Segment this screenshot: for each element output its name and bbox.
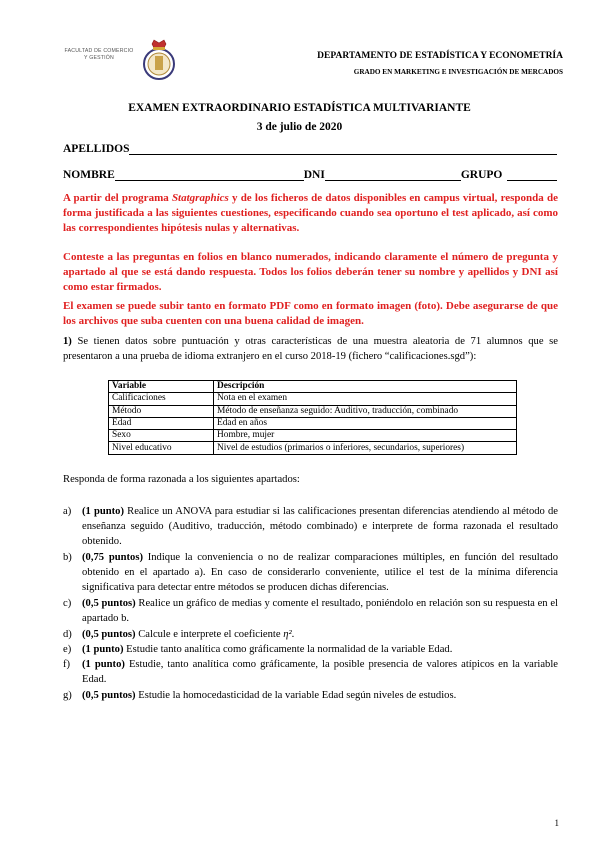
question-1 (63, 334, 558, 364)
grupo-label: GRUPO (460, 169, 503, 181)
item-text: Realice un ANOVA para estudiar si las calificaciones presentan diferencias atendiendo al método de enseñanza seguido (Auditivo, traducción, método combinado) e interprete de forma razonada el resultado obtenido. (82, 506, 558, 547)
apellidos-field (63, 143, 557, 155)
item-text: Realice un gráfico de medias y comente el resultado, poniéndolo en relación son su respuesta en el apartado b. (82, 598, 558, 624)
item-points: (1 punto) (82, 644, 124, 655)
table-row (109, 417, 517, 429)
item-text: Estudie tanto analítica como gráficamente la normalidad de la variable Edad. (123, 644, 453, 655)
instructions-1a: A partir del programa (63, 192, 172, 204)
table-cell-description: Nota en el examen (214, 393, 517, 405)
faculty-logo (62, 38, 182, 84)
nombre-line (115, 169, 304, 181)
apellidos-label: APELLIDOS (63, 143, 130, 155)
table-cell-variable: Nivel educativo (109, 442, 214, 454)
program-name: Statgraphics (171, 192, 229, 204)
item-e (63, 642, 558, 657)
item-points: (0,5 puntos) (82, 598, 136, 609)
item-text: Estudie, tanto analítica como gráficamente, la posible presencia de valores atípicos en la variable Edad. (82, 659, 558, 685)
item-letter: c) (63, 598, 72, 609)
question-number: 1) (63, 336, 72, 347)
item-f (63, 657, 558, 687)
exam-date: 3 de julio de 2020 (256, 121, 343, 133)
table-row (109, 430, 517, 442)
apellidos-line (129, 143, 557, 155)
item-points: (0,5 puntos) (82, 690, 136, 701)
item-text: Estudie la homocedasticidad de la variable Edad según niveles de estudios. (135, 690, 457, 701)
item-points: (0,5 puntos) (82, 629, 136, 640)
table-header-variable: Variable (109, 381, 214, 393)
item-d (63, 627, 558, 642)
nombre-label: NOMBRE (63, 169, 115, 181)
item-letter: e) (63, 644, 72, 655)
table-cell-variable: Método (109, 405, 214, 417)
item-g (63, 688, 558, 703)
item-letter: g) (63, 690, 72, 701)
eta-squared-symbol: η² (283, 629, 292, 640)
table-cell-description: Nivel de estudios (primarios o inferiores, secundarios, superiores) (214, 442, 517, 454)
grupo-line (507, 169, 557, 181)
table-cell-description: Método de enseñanza seguido: Auditivo, traducción, combinado (214, 405, 517, 417)
table-cell-variable: Edad (109, 417, 214, 429)
instructions-paragraph-2: Conteste a las preguntas en folios en blanco numerados, indicando claramente el número de pregunta y apartado al que se está dando respuesta. Todos los folios deberán tener su nombre y apellidos y DNI así como estar firmados. (63, 251, 558, 294)
nombre-dni-grupo-row (63, 169, 557, 181)
item-c (63, 596, 558, 626)
item-text-after: . (291, 629, 295, 640)
item-letter: d) (63, 629, 72, 640)
instructions-1b: y de los ficheros de datos disponibles en campus virtual, responda de forma justificada a las siguientes cuestiones, especificando cuando sea oportuno el test aplicado, así como las correspondientes hipótesis nulas y alternativas. (63, 192, 558, 235)
item-letter: f) (63, 659, 71, 670)
table-cell-variable: Sexo (109, 430, 214, 442)
question-text: Se tienen datos sobre puntuación y otras características de una muestra aleatoria de 71 alumnos que se presentaron a una prueba de idioma extranjero en el curso 2018-19 (fichero “calificaciones.sgd”): (63, 336, 558, 362)
item-letter: a) (63, 506, 72, 517)
table-cell-variable: Calificaciones (109, 393, 214, 405)
answer-intro: Responda de forma razonada a los siguientes apartados: (63, 474, 300, 485)
item-b (63, 550, 558, 595)
dni-label: DNI (303, 169, 325, 181)
item-letter: b) (63, 552, 72, 563)
dni-line (325, 169, 461, 181)
page-number: 1 (554, 818, 559, 828)
item-text: Indique la conveniencia o no de realizar comparaciones múltiples, en función del resultado obtenido en el apartado a). En caso de considerarlo conveniente, utilice el test de la mínima diferencia significativa para detectar entre métodos se producen dichas diferencias. (82, 552, 558, 593)
item-points: (0,75 puntos) (82, 552, 143, 563)
table-cell-description: Edad en años (214, 417, 517, 429)
table-row (109, 393, 517, 405)
item-points: (1 punto) (82, 659, 125, 670)
instructions-paragraph-3: El examen se puede subir tanto en formato PDF como en formato imagen (foto). Debe asegurarse de que los archivos que suba cuenten con una buena calidad de imagen. (63, 300, 558, 328)
item-text: Calcule e interprete el coeficiente (135, 629, 284, 640)
crest-icon (142, 38, 176, 84)
table-header-row (109, 381, 517, 393)
degree-name: GRADO EN MARKETING E INVESTIGACIÓN DE MERCADOS (353, 68, 563, 76)
table-row (109, 442, 517, 454)
exam-title: EXAMEN EXTRAORDINARIO ESTADÍSTICA MULTIVARIANTE (128, 102, 471, 114)
table-cell-description: Hombre, mujer (214, 430, 517, 442)
item-a (63, 504, 558, 549)
department-name: DEPARTAMENTO DE ESTADÍSTICA Y ECONOMETRÍA (317, 51, 563, 61)
item-points: (1 punto) (82, 506, 125, 517)
logo-text: FACULTAD DE COMERCIO Y GESTIÓN (64, 48, 134, 61)
instructions-paragraph-1 (63, 191, 558, 237)
table-row (109, 405, 517, 417)
table-header-description: Descripción (214, 381, 517, 393)
variables-table (108, 380, 517, 455)
